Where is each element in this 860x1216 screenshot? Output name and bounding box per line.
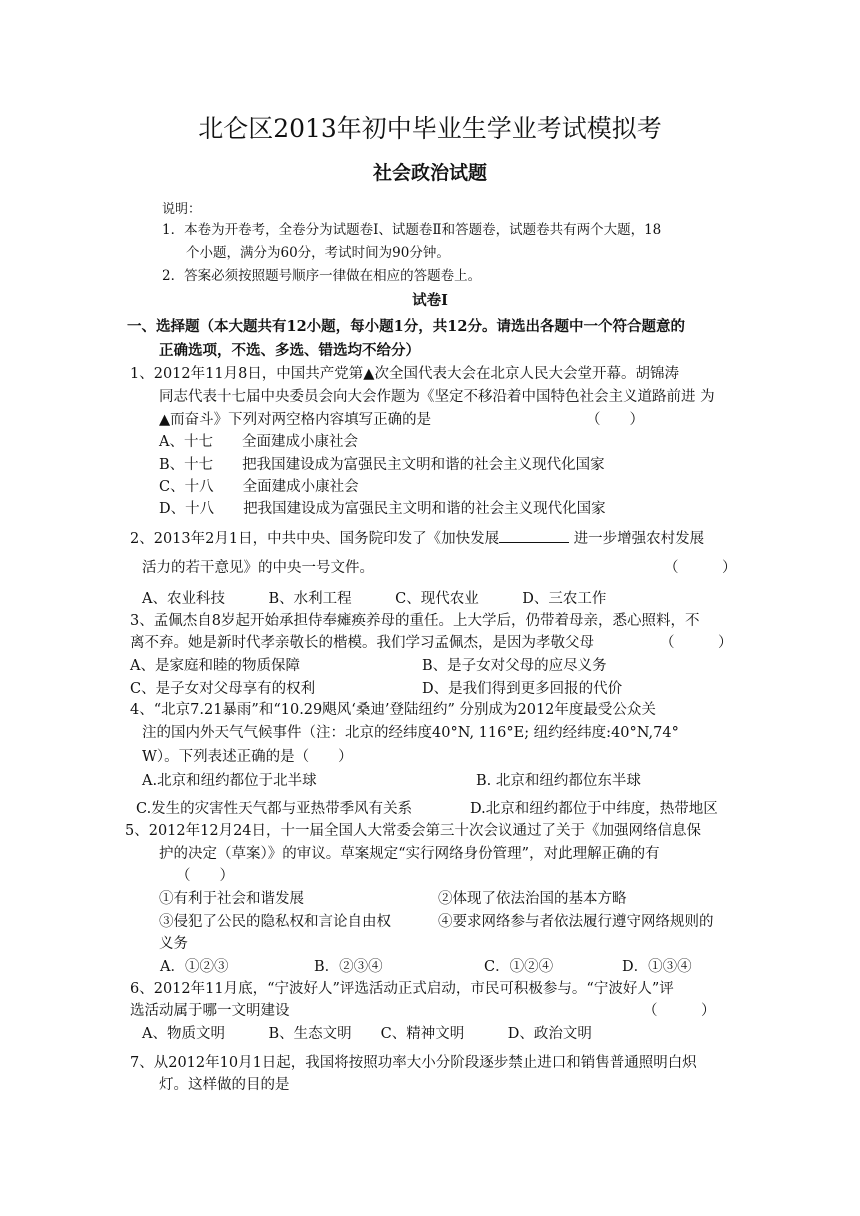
q5-line1: 5、2012年12月24日，十一届全国人大常委会第三十次会议通过了关于《加强网络信息保 (125, 823, 702, 839)
q5-statement-3: ③侵犯了公民的隐私权和言论自由权 (159, 914, 391, 930)
q5-option-c: C．①②④ (484, 959, 554, 975)
q4-option-b: B. 北京和纽约都位东半球 (476, 773, 641, 789)
q5-option-a: A．①②③ (160, 959, 229, 975)
q7-line1: 7、从2012年10月1日起，我国将按照功率大小分阶段逐步禁止进口和销售普通照明白炽 (130, 1055, 697, 1071)
section-title: 试卷Ⅰ (412, 292, 448, 309)
q2-text-before-blank: 2、2013年2月1日，中共中央、国务院印发了《加快发展 (130, 531, 500, 547)
q6-options: A、物质文明 B、生态文明 C、精神文明 D、政治文明 (142, 1026, 592, 1042)
exam-subtitle: 社会政治试题 (372, 162, 487, 184)
q2-text-after-blank: 进一步增强农村发展 (573, 531, 705, 547)
q4-line3: W）。下列表述正确的是（ ） (142, 749, 353, 765)
q2-answer-paren: （ ） (664, 560, 737, 576)
q2-line1 (130, 528, 704, 549)
q4-line1: 4、“北京7.21暴雨”和“10.29飓风‘桑迪’登陆纽约” 分别成为2012年度最受公众关 (130, 702, 656, 718)
q5-option-d: D．①③④ (622, 959, 692, 975)
q4-option-d: D.北京和纽约都位于中纬度，热带地区 (470, 801, 718, 817)
q6-line1: 6、2012年11月底，“宁波好人”评选活动正式启动，市民可积极参与。“宁波好人”评 (130, 981, 674, 997)
instructions-heading: 说明： (162, 202, 202, 217)
q3-option-b: B、是子女对父母的应尽义务 (422, 658, 607, 674)
q2-line2: 活力的若干意见》的中央一号文件。 (142, 560, 374, 576)
q2-blank (499, 528, 569, 543)
q4-option-a: A.北京和纽约都位于北半球 (142, 773, 317, 789)
q3-option-a: A、是家庭和睦的物质保障 (130, 658, 300, 674)
instruction-2: 2．答案必须按照题号顺序一律做在相应的答题卷上。 (162, 268, 482, 284)
instruction-1-line1: 1．本卷为开卷考，全卷分为试题卷Ⅰ、试题卷Ⅱ和答题卷，试题卷共有两个大题，18 (162, 222, 662, 238)
q5-statement-4-line1: ④要求网络参与者依法履行遵守网络规则的 (438, 914, 714, 930)
q6-line2: 选活动属于哪一文明建设 (130, 1003, 290, 1019)
q3-answer-paren: （ ） (660, 635, 733, 651)
q3-line2: 离不弃。她是新时代孝亲敬长的楷模。我们学习孟佩杰，是因为孝敬父母 (130, 635, 594, 651)
part1-heading-line1: 一、选择题（本大题共有12小题，每小题1分，共12分。请选出各题中一个符合题意的 (127, 318, 685, 335)
q3-line1: 3、孟佩杰自8岁起开始承担侍奉瘫痪养母的重任。上大学后，仍带着母亲，悉心照料，不 (130, 613, 700, 629)
q5-line3: （ ） (176, 868, 234, 884)
q1-option-c: C、十八 全面建成小康社会 (159, 479, 359, 495)
instruction-1-line2: 个小题，满分为60分，考试时间为90分钟。 (186, 245, 450, 261)
part1-heading-line2: 正确选项，不选、多选、错选均不给分） (159, 342, 420, 359)
q5-line2: 护的决定（草案）》的审议。草案规定“实行网络身份管理”，对此理解正确的有 (159, 846, 660, 862)
q1-line2: 同志代表十七届中央委员会向大会作题为《坚定不移沿着中国特色社会主义道路前进 为 (159, 389, 715, 405)
q1-option-b: B、十七 把我国建设成为富强民主文明和谐的社会主义现代化国家 (159, 457, 605, 473)
q5-statement-4-line2: 义务 (159, 936, 188, 952)
q1-option-a: A、十七 全面建成小康社会 (159, 434, 358, 450)
q5-option-b: B．②③④ (314, 959, 383, 975)
q2-options: A、农业科技 B、水利工程 C、现代农业 D、三农工作 (142, 591, 607, 607)
q1-option-d: D、十八 把我国建设成为富强民主文明和谐的社会主义现代化国家 (159, 501, 606, 517)
q5-statement-1: ①有利于社会和谐发展 (159, 891, 304, 907)
q1-line3: ▲而奋斗》下列对两空格内容填写正确的是 (159, 412, 432, 428)
q6-answer-paren: （ ） (643, 1003, 716, 1019)
q3-option-d: D、是我们得到更多回报的代价 (422, 681, 623, 697)
q7-line2: 灯。这样做的目的是 (159, 1077, 290, 1093)
q1-answer-paren: （ ） (586, 412, 644, 428)
exam-title: 北仑区2013年初中毕业生学业考试模拟考 (198, 114, 662, 143)
q1-line1: 1、2012年11月8日，中国共产党第▲次全国代表大会在北京人民大会堂开幕。胡锦涛 (130, 366, 679, 382)
q3-option-c: C、是子女对父母享有的权利 (130, 681, 316, 697)
q4-option-c: C.发生的灾害性天气都与亚热带季风有关系 (136, 801, 413, 817)
q5-statement-2: ②体现了依法治国的基本方略 (438, 891, 627, 907)
q4-line2: 注的国内外天气气候事件（注：北京的经纬度40°N, 116°E; 纽约经纬度:40°N,74° (142, 725, 679, 741)
